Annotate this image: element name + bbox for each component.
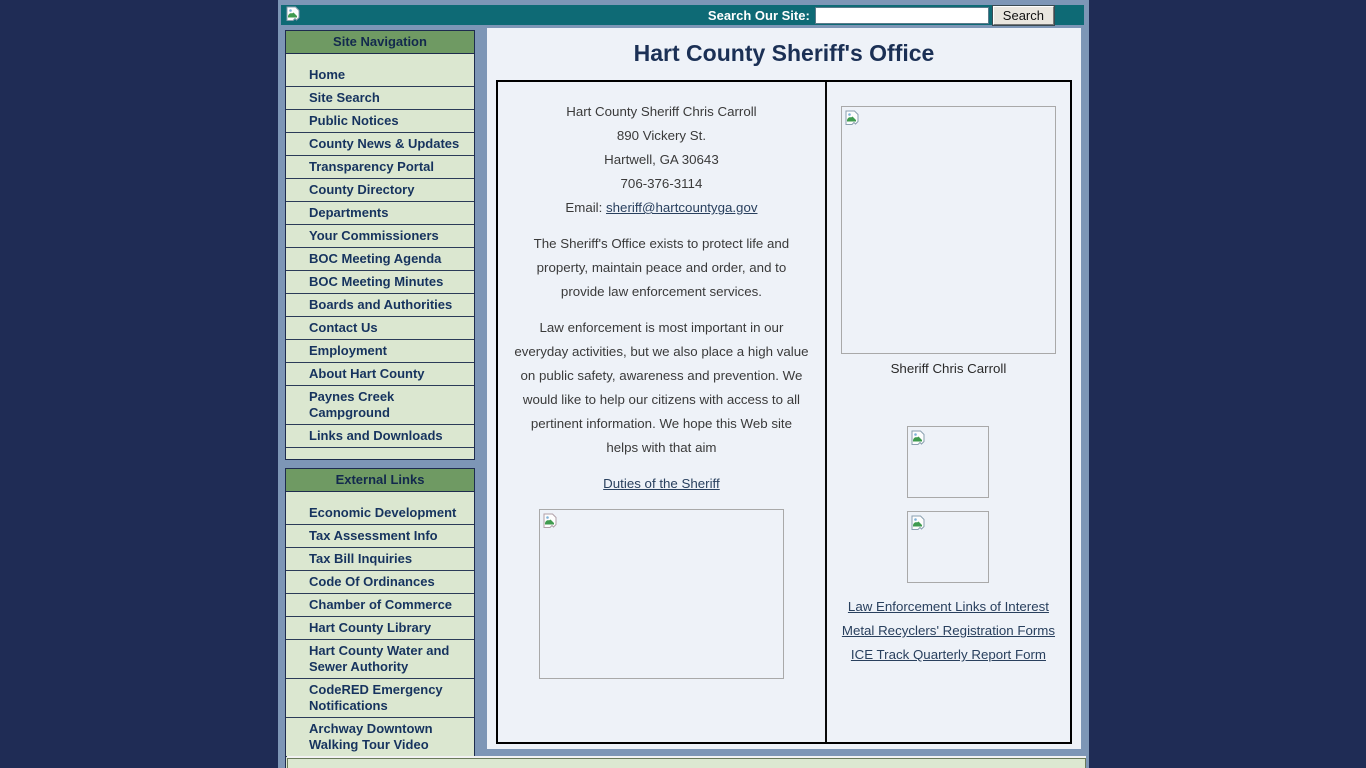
sidebar-item-water-sewer-authority[interactable]: Hart County Water and Sewer Authority: [286, 640, 474, 679]
sidebar-gap: [285, 460, 475, 468]
sidebar-item-your-commissioners[interactable]: Your Commissioners: [286, 225, 474, 248]
sidebar-item-archway-walking-tour[interactable]: Archway Downtown Walking Tour Video: [286, 718, 474, 757]
broken-image-icon: [911, 515, 925, 534]
law-enforcement-links-link[interactable]: Law Enforcement Links of Interest: [847, 599, 1049, 614]
sidebar-item-home[interactable]: Home: [286, 64, 474, 87]
sidebar-item-codered-notifications[interactable]: CodeRED Emergency Notifications: [286, 679, 474, 718]
sheriff-name: Hart County Sheriff Chris Carroll: [566, 104, 757, 119]
sidebar-item-county-news[interactable]: County News & Updates: [286, 133, 474, 156]
broken-image-icon: [543, 513, 557, 532]
email-link[interactable]: sheriff@hartcountyga.gov: [606, 200, 758, 215]
sidebar-item-transparency-portal[interactable]: Transparency Portal: [286, 156, 474, 179]
top-search-bar: [281, 5, 1084, 25]
right-links-list: [827, 595, 1070, 667]
badge-image-placeholder-2: [907, 511, 989, 583]
external-links-header: External Links: [285, 468, 475, 492]
contact-block: [514, 100, 809, 220]
search-button[interactable]: Search: [993, 6, 1054, 25]
footer-strip: [287, 758, 1086, 768]
sheriff-photo-caption: Sheriff Chris Carroll: [890, 361, 1007, 376]
content-left-column: [498, 82, 827, 742]
sidebar-item-code-of-ordinances[interactable]: Code Of Ordinances: [286, 571, 474, 594]
sidebar-item-chamber-of-commerce[interactable]: Chamber of Commerce: [286, 594, 474, 617]
info-paragraph: Law enforcement is most important in our everyday activities, but we also place a high value on public safety, awareness and prevention. We would like to help our citizens with access to all pertinent information. We hope this Web site helps with that aim: [514, 320, 809, 455]
sheriff-photo-placeholder: [841, 106, 1056, 354]
duties-of-sheriff-link[interactable]: Duties of the Sheriff: [603, 476, 720, 491]
sidebar-item-employment[interactable]: Employment: [286, 340, 474, 363]
email-label: Email:: [565, 200, 607, 215]
external-links-list: [285, 492, 475, 768]
sidebar-item-boc-meeting-agenda[interactable]: BOC Meeting Agenda: [286, 248, 474, 271]
ice-track-report-link[interactable]: ICE Track Quarterly Report Form: [850, 647, 1046, 662]
sidebar-item-tax-bill-inquiries[interactable]: Tax Bill Inquiries: [286, 548, 474, 571]
broken-image-icon: [845, 110, 859, 129]
street-address: 890 Vickery St.: [616, 128, 707, 143]
page-band: [278, 0, 1089, 768]
content-right-column: [827, 82, 1070, 742]
sidebar-item-tax-assessment-info[interactable]: Tax Assessment Info: [286, 525, 474, 548]
sidebar-item-about-hart-county[interactable]: About Hart County: [286, 363, 474, 386]
sidebar: [285, 30, 475, 768]
sidebar-item-site-search[interactable]: Site Search: [286, 87, 474, 110]
page-title: Hart County Sheriff's Office: [633, 40, 935, 66]
sidebar-item-paynes-creek-campground[interactable]: Paynes Creek Campground: [286, 386, 474, 425]
sidebar-item-boc-meeting-minutes[interactable]: BOC Meeting Minutes: [286, 271, 474, 294]
city-state-zip: Hartwell, GA 30643: [604, 152, 719, 167]
metal-recyclers-forms-link[interactable]: Metal Recyclers' Registration Forms: [841, 623, 1056, 638]
broken-image-icon: [911, 430, 925, 449]
main-content: [487, 28, 1081, 749]
sidebar-item-boards-authorities[interactable]: Boards and Authorities: [286, 294, 474, 317]
left-image-placeholder: [539, 509, 784, 679]
sidebar-item-departments[interactable]: Departments: [286, 202, 474, 225]
sidebar-item-public-notices[interactable]: Public Notices: [286, 110, 474, 133]
email-line: [514, 196, 809, 220]
badge-image-placeholder-1: [907, 426, 989, 498]
search-label: Search Our Site:: [707, 7, 810, 23]
site-navigation-header: Site Navigation: [285, 30, 475, 54]
phone-number: 706-376-3114: [620, 176, 703, 191]
search-input[interactable]: [815, 7, 989, 24]
mission-paragraph: The Sheriff's Office exists to protect life and property, maintain peace and order, and to provide law enforcement services.: [533, 236, 790, 299]
sidebar-item-links-and-downloads[interactable]: Links and Downloads: [286, 425, 474, 448]
sidebar-item-economic-development[interactable]: Economic Development: [286, 502, 474, 525]
sidebar-item-contact-us[interactable]: Contact Us: [286, 317, 474, 340]
site-navigation-list: [285, 54, 475, 460]
sidebar-item-county-directory[interactable]: County Directory: [286, 179, 474, 202]
sidebar-item-hart-county-library[interactable]: Hart County Library: [286, 617, 474, 640]
broken-image-icon: [286, 6, 300, 27]
content-box: [496, 80, 1072, 744]
